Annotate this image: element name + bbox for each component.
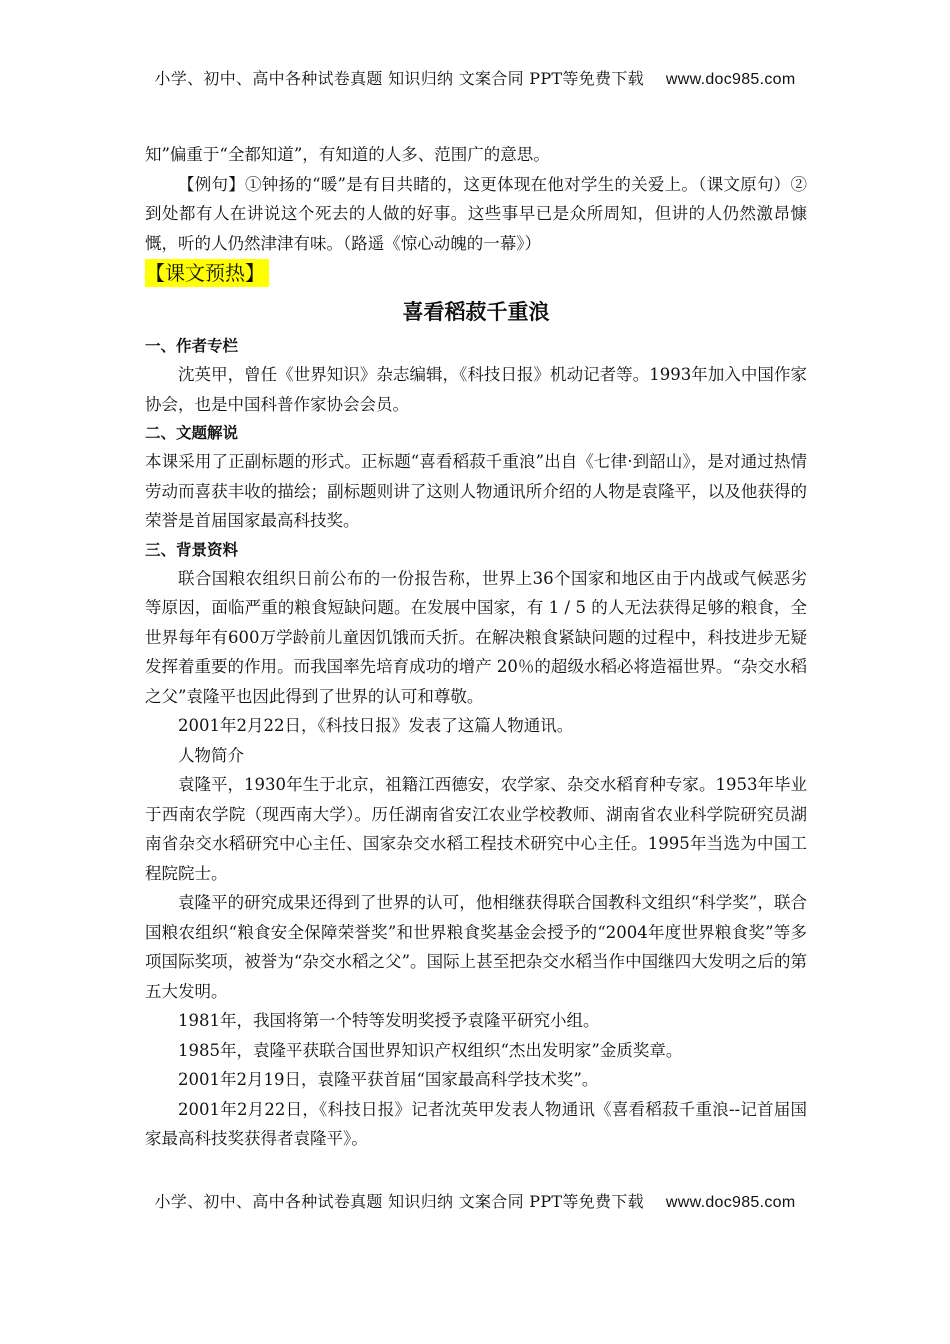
example-sentences: 【例句】①钟扬的“暖”是有目共睹的，这更体现在他对学生的关爱上。（课文原句）②到处都有人在讲说这个死去的人做的好事。这些事早已是众所周知，但讲的人仍然激昂慷慨，听的人仍然津津有味。（路遥《惊心动魄的一幕》） [145,174,807,253]
background-paragraph-1: 联合国粮农组织日前公布的一份报告称，世界上36个国家和地区由于内战或气候恶劣等原因，面临严重的粮食短缺问题。在发展中国家，有 1 / 5 的人无法获得足够的粮食，全世界每年有600万学龄前儿童因饥饿而夭折。在解决粮食紧缺问题的过程中，科技进步无疑发挥着重要的作用。而我国率先培育成功的增产 20％的超级水稻必将造福世界。“杂交水稻之父”袁隆平也因此得到了世界的认可和尊敬。 [145,568,807,706]
profile-paragraph-2: 袁隆平的研究成果还得到了世界的认可，他相继获得联合国教科文组织“科学奖”，联合国粮农组织“粮食安全保障荣誉奖”和世界粮食奖基金会授予的“2004年度世界粮食奖”等多项国际奖项，被誉为“杂交水稻之父”。国际上甚至把杂交水稻当作中国继四大发明之后的第五大发明。 [145,893,807,1001]
title-explanation-paragraph: 本课采用了正副标题的形式。正标题“喜看稻菽千重浪”出自《七律·到韶山》，是对通过热情劳动而喜获丰收的描绘；副标题则讲了这则人物通讯所介绍的人物是袁隆平，以及他获得的荣誉是首届国家最高科技奖。 [145,452,807,530]
highlighted-section-label: 【课文预热】 [145,259,269,287]
page-footer [0,1189,950,1212]
section-heading-title-explanation: 二、文题解说 [145,424,239,442]
profile-paragraph-1: 袁隆平，1930年生于北京，祖籍江西德安，农学家、杂交水稻育种专家。1953年毕业于西南农学院（现西南大学）。历任湖南省安江农业学校教师、湖南省农业科学院研究员湖南省杂交水稻研究中心主任、国家杂交水稻工程技术研究中心主任。1995年当选为中国工程院院士。 [145,775,807,883]
section-heading-background: 三、背景资料 [145,540,239,559]
author-paragraph: 沈英甲，曾任《世界知识》杂志编辑，《科技日报》机动记者等。1993年加入中国作家协会，也是中国科普作家协会会员。 [145,365,807,414]
footer-site-link[interactable]: www.doc985.com [665,1194,796,1211]
background-paragraph-2: 2001年2月22日，《科技日报》发表了这篇人物通讯。 [178,716,574,735]
section-heading-author: 一、作者专栏 [145,337,239,355]
section-label-row [145,259,807,289]
article-title: 喜看稻菽千重浪 [402,300,550,324]
timeline-2001-feb22: 2001年2月22日，《科技日报》记者沈英甲发表人物通讯《喜看稻菽千重浪--记首届国家最高科技奖获得者袁隆平》。 [145,1099,807,1148]
profile-subheading: 人物简介 [178,745,244,765]
header-text: 小学、初中、高中各种试卷真题 知识归纳 文案合同 PPT等免费下载 [154,69,644,88]
document-body [145,140,807,1154]
continued-paragraph: 知”偏重于“全都知道”，有知道的人多、范围广的意思。 [145,145,550,164]
timeline-1985: 1985年，袁隆平获联合国世界知识产权组织“杰出发明家”金质奖章。 [178,1040,683,1060]
page-header [0,66,950,89]
timeline-1981: 1981年，我国将第一个特等发明奖授予袁隆平研究小组。 [178,1011,600,1030]
timeline-2001-feb19: 2001年2月19日，袁隆平获首届“国家最高科学技术奖”。 [178,1070,599,1089]
header-site-link[interactable]: www.doc985.com [665,71,796,88]
footer-text: 小学、初中、高中各种试卷真题 知识归纳 文案合同 PPT等免费下载 [154,1192,644,1211]
